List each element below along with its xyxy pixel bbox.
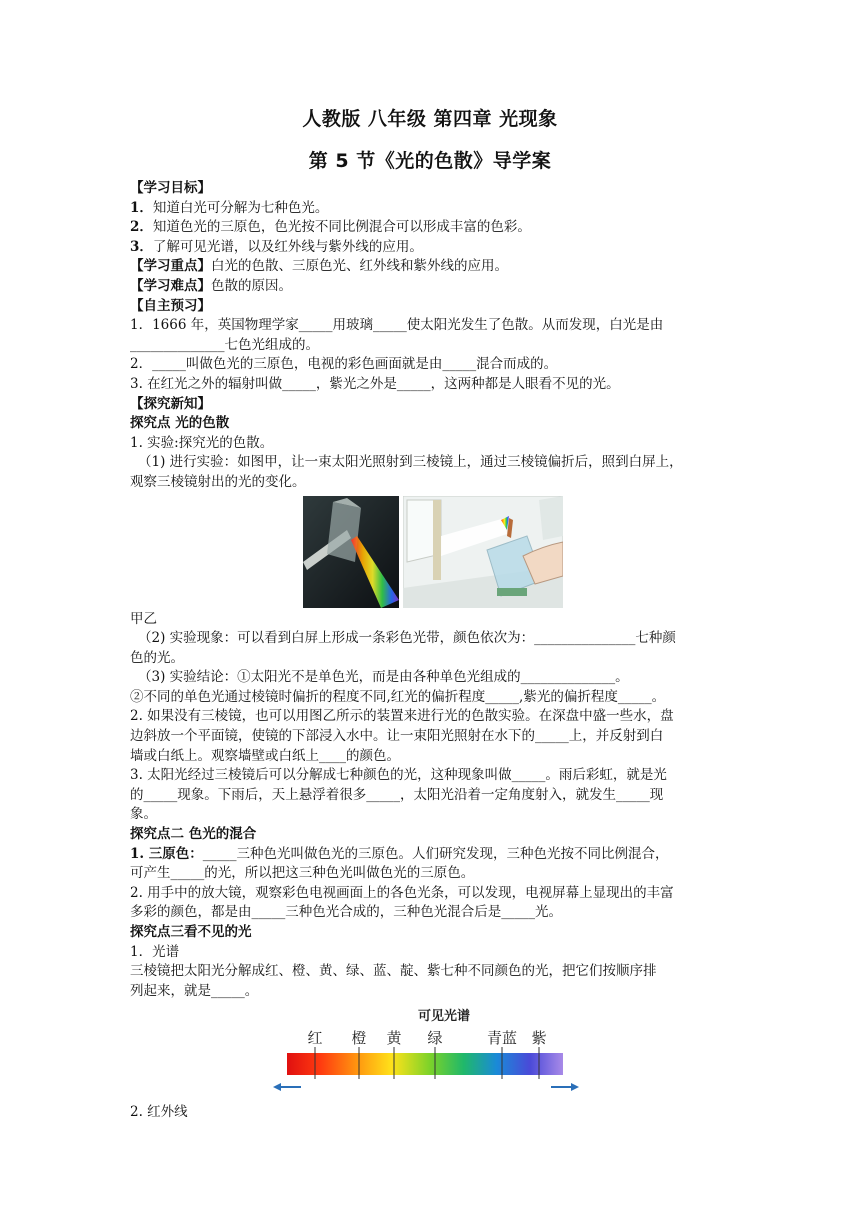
point1-line: 1. 实验:探究光的色散。 (130, 434, 274, 451)
point3-line: 三棱镜把太阳光分解成红、橙、黄、绿、蓝、靛、紫七种不同颜色的光，把它们按顺序排 (130, 963, 657, 980)
preview-heading: 【自主预习】 (130, 297, 211, 314)
point2-line: 2. 用手中的放大镜，观察彩色电视画面上的各色光条，可以发现，电视屏幕上显现出的丰富 (130, 884, 674, 901)
point1-line: 边斜放一个平面镜，使镜的下部浸入水中。让一束阳光照射在水下的_____上，并反射到白 (130, 728, 664, 745)
point1-line: 2. 如果没有三棱镜，也可以用图乙所示的装置来进行光的色散实验。在深盘中盛一些水，盘 (130, 708, 674, 725)
point2-line (130, 845, 735, 865)
objective-item-2 (130, 218, 735, 238)
difficulty-label: 【学习难点】 (130, 277, 211, 294)
point1-line: 观察三棱镜射出的光的变化。 (130, 473, 306, 490)
keypoint-line (130, 257, 735, 277)
preview-q1-line1: 1．1666 年，英国物理学家_____用玻璃_____使太阳光发生了色散。从而发现，白光是由 (130, 317, 664, 334)
point2-line-text: _____三种色光叫做色光的三原色。人们研究发现，三种色光按不同比例混合， (202, 845, 669, 862)
spectrum-label-red: 红 (306, 1029, 323, 1048)
figure-row (130, 496, 735, 608)
point1-line: 墙或白纸上。观察墙壁或白纸上____的颜色。 (130, 747, 400, 764)
objective-num: 3． (130, 238, 153, 255)
objective-item-1 (130, 199, 735, 219)
prism-screen-illustration (403, 496, 563, 608)
point1-line: 象。 (130, 806, 157, 823)
prism-photo (303, 496, 399, 608)
point1-line: 3. 太阳光经过三棱镜后可以分解成七种颜色的光，这种现象叫做_____。雨后彩虹，就是光 (130, 767, 667, 784)
right-arrow-icon (551, 1083, 579, 1091)
figure-caption: 甲乙 (130, 610, 157, 627)
spectrum-label-cyan-blue: 青蓝 (486, 1029, 517, 1048)
objective-text: 知道白光可分解为七种色光。 (152, 199, 329, 216)
point1-line: 的_____现象。下雨后，天上悬浮着很多_____，太阳光沿着一定角度射入，就发生_____现 (130, 786, 664, 803)
visible-spectrum-diagram (273, 1007, 593, 1101)
point2-title: 探究点二 色光的混合 (130, 826, 257, 843)
objective-item-3 (130, 238, 735, 258)
point1-title: 探究点 光的色散 (130, 415, 230, 432)
preview-q3: 3. 在红光之外的辐射叫做_____，紫光之外是_____，这两种都是人眼看不见的光。 (130, 375, 620, 392)
point1-line: （3) 实验结论：①太阳光不是单色光，而是由各种单色光组成的______________。 (138, 669, 629, 686)
preview-q2: 2．_____叫做色光的三原色，电视的彩色画面就是由_____混合而成的。 (130, 356, 558, 373)
spectrum-label-violet: 紫 (530, 1029, 547, 1048)
preview-q1-line2: ______________七色光组成的。 (130, 336, 319, 353)
document-body (130, 179, 735, 1123)
point1-line: （2) 实验现象：可以看到白屏上形成一条彩色光带，颜色依次为：_______________七种颜 (138, 630, 676, 647)
point1-line: （1) 进行实验：如图甲，让一束太阳光照射到三棱镜上，通过三棱镜偏折后，照到白屏上， (138, 454, 683, 471)
primary-colors-label: 1. 三原色： (130, 845, 203, 862)
document-title: 人教版 八年级 第四章 光现象 (302, 108, 558, 130)
spectrum-label-orange: 橙 (350, 1029, 367, 1048)
spectrum-bar (287, 1053, 563, 1075)
spectrum-label-yellow: 黄 (385, 1029, 402, 1048)
keypoint-label: 【学习重点】 (130, 258, 211, 275)
difficulty-text: 色散的原因。 (211, 277, 292, 294)
point2-line: 可产生_____的光，所以把这三种色光叫做色光的三原色。 (130, 865, 475, 882)
point2-line: 多彩的颜色，都是由_____三种色光合成的，三种色光混合后是_____光。 (130, 904, 562, 921)
point3-line: 列起来，就是_____。 (130, 982, 259, 999)
left-arrow-icon (273, 1083, 301, 1091)
objective-text: 知道色光的三原色，色光按不同比例混合可以形成丰富的色彩。 (152, 219, 531, 236)
point3-line: 2. 红外线 (130, 1104, 188, 1121)
keypoint-text: 白光的色散、三原色光、红外线和紫外线的应用。 (211, 258, 508, 275)
spectrum-title: 可见光谱 (417, 1009, 470, 1025)
explore-heading: 【探究新知】 (130, 395, 211, 412)
spectrum-figure (130, 1007, 735, 1101)
point3-title: 探究点三看不见的光 (130, 924, 252, 940)
document-subtitle: 第 5 节《光的色散》导学案 (308, 150, 552, 172)
spectrum-label-green: 绿 (426, 1029, 443, 1048)
objective-text: 了解可见光谱，以及红外线与紫外线的应用。 (152, 238, 423, 255)
difficulty-line (130, 277, 735, 297)
point1-line: 色的光。 (130, 649, 184, 666)
objectives-heading: 【学习目标】 (130, 180, 211, 196)
objective-num: 1． (130, 199, 153, 216)
point3-line: 1．光谱 (130, 943, 180, 960)
objective-num: 2． (130, 219, 153, 236)
point1-line: ②不同的单色光通过棱镜时偏折的程度不同,红光的偏折程度_____,紫光的偏折程度_____。 (130, 688, 666, 705)
